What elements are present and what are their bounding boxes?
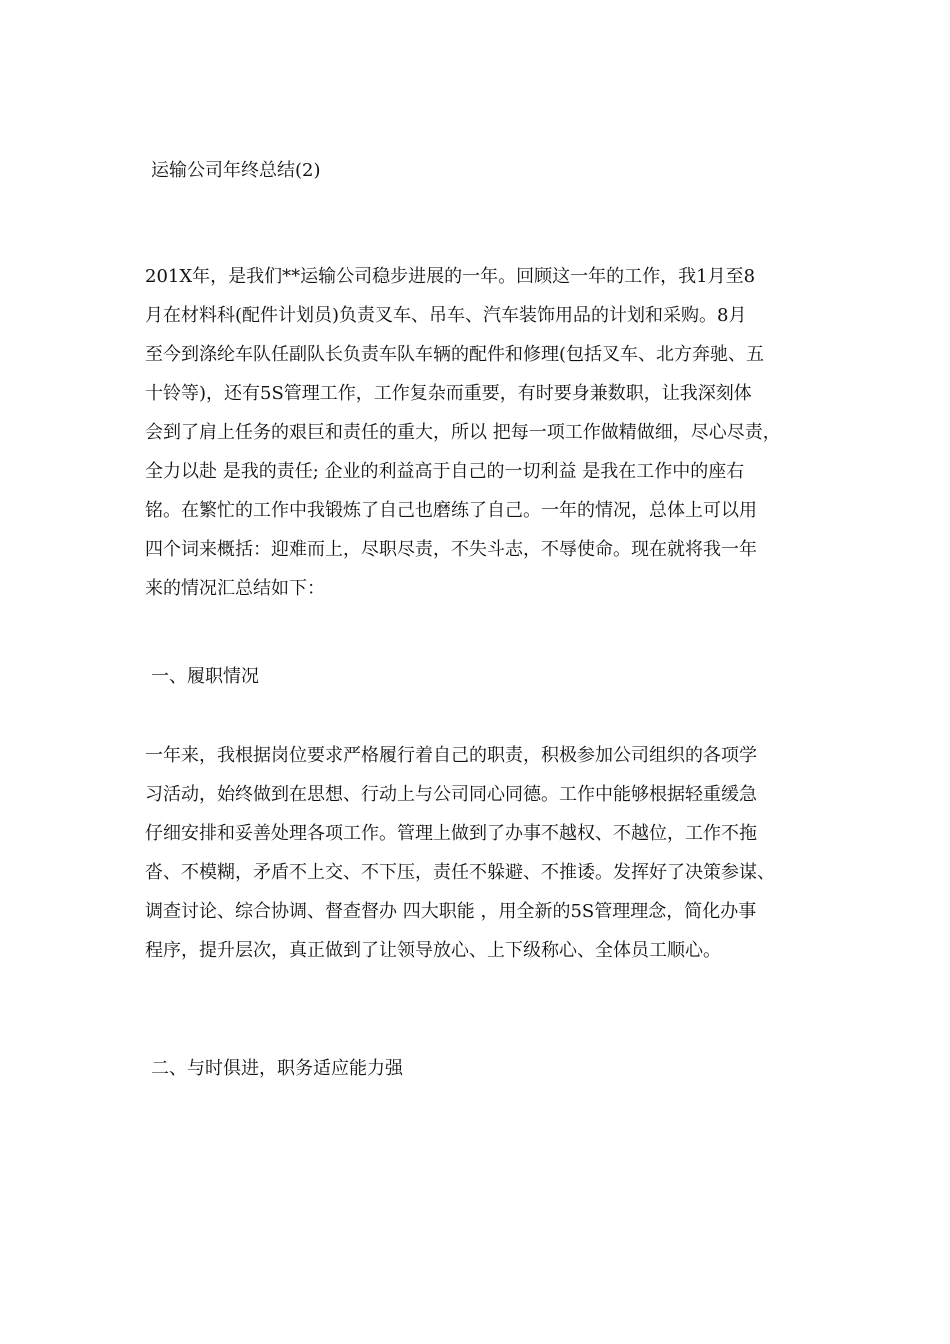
paragraph-line: 调查讨论、综合协调、督查督办 四大职能 ，用全新的5S管理理念，简化办事 <box>145 901 757 922</box>
paragraph-line: 201X年，是我们**运输公司稳步进展的一年。回顾这一年的工作，我1月至8 <box>145 266 756 287</box>
paragraph-intro <box>145 257 835 608</box>
paragraph-line: 会到了肩上任务的艰巨和责任的重大，所以 把每一项工作做精做细，尽心尽责， <box>145 422 781 443</box>
paragraph-line: 程序，提升层次，真正做到了让领导放心、上下级称心、全体员工顺心。 <box>145 940 721 961</box>
paragraph-line: 仔细安排和妥善处理各项工作。管理上做到了办事不越权、不越位，工作不拖 <box>145 823 757 844</box>
paragraph-line: 月在材料科(配件计划员)负责叉车、吊车、汽车装饰用品的计划和采购。8月 <box>145 305 747 326</box>
paragraph-line: 一年来，我根据岗位要求严格履行着自己的职责，积极参加公司组织的各项学 <box>145 745 757 766</box>
paragraph-line: 全力以赴 是我的责任; 企业的利益高于自己的一切利益 是我在工作中的座右 <box>145 461 745 482</box>
section-heading-2: 二、与时俱进，职务适应能力强 <box>151 1058 403 1079</box>
paragraph-line: 四个词来概括：迎难而上，尽职尽责，不失斗志，不辱使命。现在就将我一年 <box>145 539 757 560</box>
section-heading-1: 一、履职情况 <box>151 666 259 687</box>
document-title: 运输公司年终总结(2) <box>151 160 321 181</box>
paragraph-line: 来的情况汇总结如下： <box>145 578 325 599</box>
paragraph-duties <box>145 736 835 970</box>
paragraph-line: 十铃等)，还有5S管理工作，工作复杂而重要，有时要身兼数职，让我深刻体 <box>145 383 752 404</box>
paragraph-line: 沓、不模糊，矛盾不上交、不下压，责任不躲避、不推诿。发挥好了决策参谋、 <box>145 862 775 883</box>
paragraph-line: 铭。在繁忙的工作中我锻炼了自己也磨练了自己。一年的情况，总体上可以用 <box>145 500 757 521</box>
paragraph-line: 至今到涤纶车队任副队长负责车队车辆的配件和修理(包括叉车、北方奔驰、五 <box>145 344 765 365</box>
paragraph-line: 习活动，始终做到在思想、行动上与公司同心同德。工作中能够根据轻重缓急 <box>145 784 757 805</box>
